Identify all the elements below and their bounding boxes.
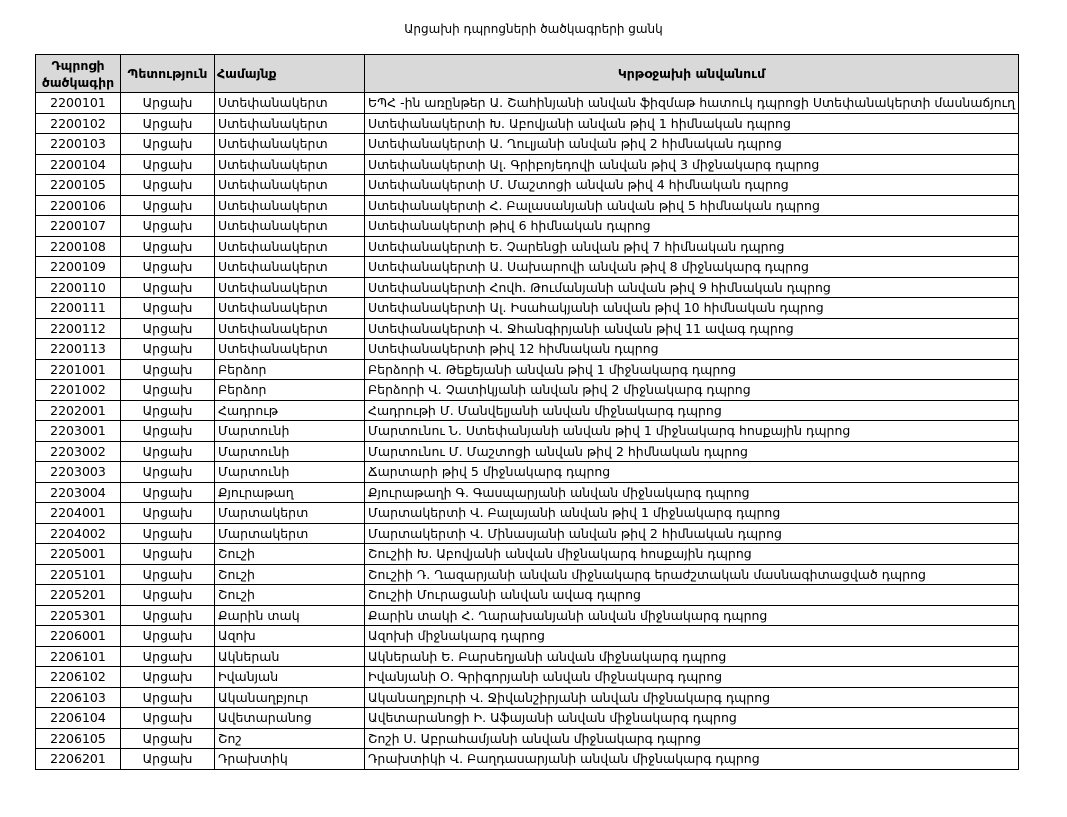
country-cell: Արցախ	[121, 113, 215, 134]
school-code-cell: 2200102	[36, 113, 121, 134]
community-cell: Շոշ	[215, 728, 365, 749]
table-row	[36, 667, 1019, 688]
community-cell: Մարտակերտ	[215, 503, 365, 524]
country-cell: Արցախ	[121, 708, 215, 729]
country-cell: Արցախ	[121, 728, 215, 749]
table-row	[36, 646, 1019, 667]
community-cell: Ստեփանակերտ	[215, 216, 365, 237]
school-code-cell: 2205201	[36, 585, 121, 606]
country-cell: Արցախ	[121, 400, 215, 421]
institution-name-cell: Մարտակերտի Վ. Բալայանի անվան թիվ 1 միջնակարգ դպրոց	[365, 503, 1019, 524]
community-cell: Իվանյան	[215, 667, 365, 688]
community-cell: Ազոխ	[215, 626, 365, 647]
country-cell: Արցախ	[121, 93, 215, 114]
institution-name-cell: Բերձորի Վ. Չատիկյանի անվան թիվ 2 միջնակարգ դպրոց	[365, 380, 1019, 401]
table-row	[36, 564, 1019, 585]
country-cell: Արցախ	[121, 236, 215, 257]
country-cell: Արցախ	[121, 749, 215, 770]
header-school-code: Դպրոցի ծածկագիր	[36, 55, 121, 93]
table-row	[36, 236, 1019, 257]
schools-table	[35, 54, 1019, 770]
institution-name-cell: Ստեփանակերտի Ա. Ղուլյանի անվան թիվ 2 հիմնական դպրոց	[365, 134, 1019, 155]
table-row	[36, 298, 1019, 319]
table-row	[36, 728, 1019, 749]
table-header	[36, 55, 1019, 93]
community-cell: Ստեփանակերտ	[215, 236, 365, 257]
school-code-cell: 2200113	[36, 339, 121, 360]
table-row	[36, 523, 1019, 544]
country-cell: Արցախ	[121, 154, 215, 175]
country-cell: Արցախ	[121, 134, 215, 155]
school-code-cell: 2200105	[36, 175, 121, 196]
community-cell: Մարտակերտ	[215, 523, 365, 544]
institution-name-cell: Ակներանի Ե. Բարսեղյանի անվան միջնակարգ դպրոց	[365, 646, 1019, 667]
institution-name-cell: Ստեփանակերտի Ա. Սախարովի անվան թիվ 8 միջնակարգ դպրոց	[365, 257, 1019, 278]
institution-name-cell: Շուշիի Դ. Ղազարյանի անվան միջնակարգ երաժշտական մասնագիտացված դպրոց	[365, 564, 1019, 585]
country-cell: Արցախ	[121, 318, 215, 339]
table-row	[36, 380, 1019, 401]
institution-name-cell: Քարին տակի Հ. Ղարախանյանի անվան միջնակարգ դպրոց	[365, 605, 1019, 626]
community-cell: Մարտունի	[215, 441, 365, 462]
school-code-cell: 2206001	[36, 626, 121, 647]
school-code-cell: 2200106	[36, 195, 121, 216]
school-code-cell: 2205101	[36, 564, 121, 585]
table-row	[36, 175, 1019, 196]
country-cell: Արցախ	[121, 523, 215, 544]
community-cell: Ստեփանակերտ	[215, 113, 365, 134]
table-row	[36, 318, 1019, 339]
institution-name-cell: Շուշիի Խ. Աբովյանի անվան միջնակարգ հոսքային դպրոց	[365, 544, 1019, 565]
table-row	[36, 605, 1019, 626]
school-code-cell: 2206104	[36, 708, 121, 729]
school-code-cell: 2204001	[36, 503, 121, 524]
country-cell: Արցախ	[121, 585, 215, 606]
school-code-cell: 2200104	[36, 154, 121, 175]
table-row	[36, 195, 1019, 216]
institution-name-cell: Ստեփանակերտի Վ. Ջհանգիրյանի անվան թիվ 11 ավագ դպրոց	[365, 318, 1019, 339]
school-code-cell: 2205301	[36, 605, 121, 626]
school-code-cell: 2200110	[36, 277, 121, 298]
country-cell: Արցախ	[121, 175, 215, 196]
school-code-cell: 2205001	[36, 544, 121, 565]
country-cell: Արցախ	[121, 216, 215, 237]
country-cell: Արցախ	[121, 482, 215, 503]
institution-name-cell: Ստեփանակերտի Հ. Բալասանյանի անվան թիվ 5 հիմնական դպրոց	[365, 195, 1019, 216]
table-row	[36, 216, 1019, 237]
table-row	[36, 134, 1019, 155]
country-cell: Արցախ	[121, 277, 215, 298]
table-row	[36, 626, 1019, 647]
institution-name-cell: Ստեփանակերտի Հովհ. Թումանյանի անվան թիվ 9 հիմնական դպրոց	[365, 277, 1019, 298]
community-cell: Ստեփանակերտ	[215, 134, 365, 155]
country-cell: Արցախ	[121, 441, 215, 462]
community-cell: Ստեփանակերտ	[215, 277, 365, 298]
institution-name-cell: Ականաղբյուրի Վ. Ջիվանշիրյանի անվան միջնակարգ դպրոց	[365, 687, 1019, 708]
table-row	[36, 400, 1019, 421]
institution-name-cell: Ստեփանակերտի Ալ. Գրիբոյեդովի անվան թիվ 3 միջնակարգ դպրոց	[365, 154, 1019, 175]
table-row	[36, 749, 1019, 770]
institution-name-cell: Ստեփանակերտի Խ. Աբովյանի անվան թիվ 1 հիմնական դպրոց	[365, 113, 1019, 134]
community-cell: Մարտունի	[215, 462, 365, 483]
country-cell: Արցախ	[121, 544, 215, 565]
country-cell: Արցախ	[121, 195, 215, 216]
country-cell: Արցախ	[121, 462, 215, 483]
community-cell: Ստեփանակերտ	[215, 318, 365, 339]
institution-name-cell: Դրախտիկի Վ. Բաղդասարյանի անվան միջնակարգ դպրոց	[365, 749, 1019, 770]
institution-name-cell: Մարտունու Մ. Մաշտոցի անվան թիվ 2 հիմնական դպրոց	[365, 441, 1019, 462]
community-cell: Շուշի	[215, 544, 365, 565]
institution-name-cell: Ստեփանակերտի Ե. Չարենցի անվան թիվ 7 հիմնական դպրոց	[365, 236, 1019, 257]
country-cell: Արցախ	[121, 646, 215, 667]
community-cell: Ստեփանակերտ	[215, 93, 365, 114]
table-body	[36, 93, 1019, 770]
table-row	[36, 421, 1019, 442]
school-code-cell: 2200107	[36, 216, 121, 237]
community-cell: Շուշի	[215, 564, 365, 585]
community-cell: Ստեփանակերտ	[215, 298, 365, 319]
table-row	[36, 544, 1019, 565]
institution-name-cell: Իվանյանի Օ. Գրիգորյանի անվան միջնակարգ դպրոց	[365, 667, 1019, 688]
header-row	[36, 55, 1019, 93]
document-title: Արցախի դպրոցների ծածկագրերի ցանկ	[404, 22, 663, 36]
school-code-cell: 2203001	[36, 421, 121, 442]
school-code-cell: 2201001	[36, 359, 121, 380]
community-cell: Քյուրաթաղ	[215, 482, 365, 503]
institution-name-cell: Ստեփանակերտի Մ. Մաշտոցի անվան թիվ 4 հիմնական դպրոց	[365, 175, 1019, 196]
country-cell: Արցախ	[121, 359, 215, 380]
header-community: Համայնք	[215, 55, 365, 93]
community-cell: Մարտունի	[215, 421, 365, 442]
school-code-cell: 2200109	[36, 257, 121, 278]
community-cell: Ականաղբյուր	[215, 687, 365, 708]
table-row	[36, 687, 1019, 708]
institution-name-cell: Շոշի Ս. Աբրահամյանի անվան միջնակարգ դպրոց	[365, 728, 1019, 749]
institution-name-cell: Ստեփանակերտի թիվ 6 հիմնական դպրոց	[365, 216, 1019, 237]
institution-name-cell: ԵՊՀ -ին առընթեր Ա. Շահինյանի անվան ֆիզմաթ հատուկ դպրոցի Ստեփանակերտի մասնաճյուղ	[365, 93, 1019, 114]
school-code-cell: 2206102	[36, 667, 121, 688]
school-code-cell: 2206101	[36, 646, 121, 667]
header-institution-name: Կրթօջախի անվանում	[365, 55, 1019, 93]
institution-name-cell: Մարտակերտի Վ. Մինասյանի անվան թիվ 2 հիմնական դպրոց	[365, 523, 1019, 544]
institution-name-cell: Մարտունու Ն. Ստեփանյանի անվան թիվ 1 միջնակարգ հոսքային դպրոց	[365, 421, 1019, 442]
community-cell: Ստեփանակերտ	[215, 154, 365, 175]
institution-name-cell: Ազոխի միջնակարգ դպրոց	[365, 626, 1019, 647]
country-cell: Արցախ	[121, 421, 215, 442]
country-cell: Արցախ	[121, 564, 215, 585]
community-cell: Դրախտիկ	[215, 749, 365, 770]
country-cell: Արցախ	[121, 667, 215, 688]
country-cell: Արցախ	[121, 298, 215, 319]
school-code-cell: 2206103	[36, 687, 121, 708]
table-row	[36, 585, 1019, 606]
country-cell: Արցախ	[121, 605, 215, 626]
school-code-cell: 2200112	[36, 318, 121, 339]
institution-name-cell: Ավետարանոցի Ի. Աֆայանի անվան միջնակարգ դպրոց	[365, 708, 1019, 729]
school-code-cell: 2200103	[36, 134, 121, 155]
institution-name-cell: Ստեփանակերտի Ալ. Իսահակյանի անվան թիվ 10 հիմնական դպրոց	[365, 298, 1019, 319]
country-cell: Արցախ	[121, 503, 215, 524]
table-row	[36, 154, 1019, 175]
institution-name-cell: Շուշիի Մուրացանի անվան ավագ դպրոց	[365, 585, 1019, 606]
school-code-cell: 2203003	[36, 462, 121, 483]
community-cell: Ստեփանակերտ	[215, 195, 365, 216]
school-code-cell: 2206105	[36, 728, 121, 749]
table-row	[36, 482, 1019, 503]
community-cell: Շուշի	[215, 585, 365, 606]
table-row	[36, 277, 1019, 298]
country-cell: Արցախ	[121, 339, 215, 360]
school-code-cell: 2204002	[36, 523, 121, 544]
school-code-cell: 2201002	[36, 380, 121, 401]
institution-name-cell: Քյուրաթաղի Գ. Գասպարյանի անվան միջնակարգ դպրոց	[365, 482, 1019, 503]
table-row	[36, 441, 1019, 462]
community-cell: Հադրութ	[215, 400, 365, 421]
community-cell: Ավետարանոց	[215, 708, 365, 729]
community-cell: Բերձոր	[215, 380, 365, 401]
table-row	[36, 257, 1019, 278]
table-row	[36, 113, 1019, 134]
table-row	[36, 503, 1019, 524]
school-code-cell: 2203004	[36, 482, 121, 503]
country-cell: Արցախ	[121, 380, 215, 401]
table-row	[36, 93, 1019, 114]
table-row	[36, 359, 1019, 380]
table-row	[36, 708, 1019, 729]
institution-name-cell: Հադրութի Մ. Մանվելյանի անվան միջնակարգ դպրոց	[365, 400, 1019, 421]
community-cell: Ստեփանակերտ	[215, 175, 365, 196]
institution-name-cell: Ճարտարի թիվ 5 միջնակարգ դպրոց	[365, 462, 1019, 483]
country-cell: Արցախ	[121, 626, 215, 647]
school-code-cell: 2202001	[36, 400, 121, 421]
header-country: Պետություն	[121, 55, 215, 93]
school-code-cell: 2200108	[36, 236, 121, 257]
school-code-cell: 2200101	[36, 93, 121, 114]
school-code-cell: 2203002	[36, 441, 121, 462]
school-code-cell: 2206201	[36, 749, 121, 770]
table-row	[36, 339, 1019, 360]
table-row	[36, 462, 1019, 483]
school-code-cell: 2200111	[36, 298, 121, 319]
country-cell: Արցախ	[121, 257, 215, 278]
community-cell: Ստեփանակերտ	[215, 257, 365, 278]
community-cell: Ակներան	[215, 646, 365, 667]
country-cell: Արցախ	[121, 687, 215, 708]
community-cell: Ստեփանակերտ	[215, 339, 365, 360]
community-cell: Քարին տակ	[215, 605, 365, 626]
institution-name-cell: Բերձորի Վ. Թեքեյանի անվան թիվ 1 միջնակարգ դպրոց	[365, 359, 1019, 380]
institution-name-cell: Ստեփանակերտի թիվ 12 հիմնական դպրոց	[365, 339, 1019, 360]
community-cell: Բերձոր	[215, 359, 365, 380]
